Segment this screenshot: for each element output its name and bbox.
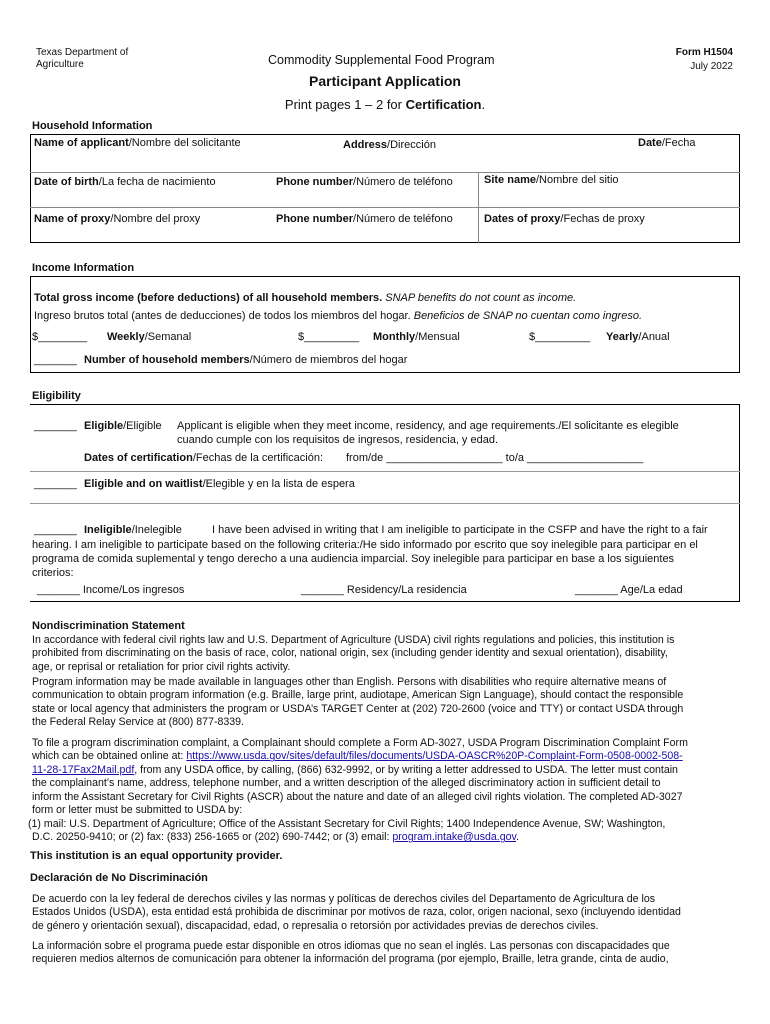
- eligible-label: Eligible/Eligible: [84, 420, 162, 432]
- form-date: July 2022: [690, 61, 733, 72]
- yearly-income-blank[interactable]: $_________: [529, 331, 591, 343]
- email-link[interactable]: program.intake@usda.gov: [392, 831, 517, 844]
- waitlist-blank[interactable]: _______: [34, 478, 77, 490]
- eligible-description: cuando cumple con los requisitos de ingresos, residencia, y edad.: [177, 434, 499, 446]
- spanish-paragraph-2: La información sobre el programa puede estar disponible en otros idiomas que no sean el inglés. Las personas con discapacidades que requieren medios alternos de comunicación para obtener la información del programa (por ejemplo, Braille, letra grande, cinta de audio,: [32, 940, 670, 966]
- proxy-dates-field[interactable]: Dates of proxy/Fechas de proxy: [484, 213, 645, 225]
- ineligible-statement: programa de comida suplemental y tengo derecho a una audiencia imparcial. Soy inelegible para participar en base a los siguientes: [32, 553, 675, 565]
- total-income-label: Total gross income (before deductions) of all household members. SNAP benefits do not count as income.: [34, 292, 577, 304]
- income-section-title: Income Information: [32, 262, 135, 274]
- waitlist-label: Eligible and on waitlist/Elegible y en la lista de espera: [84, 478, 355, 490]
- equal-opportunity-statement: This institution is an equal opportunity provider.: [30, 850, 283, 862]
- print-note: Print pages 1 – 2 for Certification.: [284, 97, 486, 112]
- certification-dates-field[interactable]: from/de ___________________ to/a ___________________: [346, 452, 644, 464]
- spanish-paragraph-1: De acuerdo con la ley federal de derechos civiles y las normas y políticas de derechos civiles del Departamento de Agricultura de los Estados Unidos (USDA), esta entidad está prohibida de discriminar por motivos de raza, color, origen nacional, sexo (incluyendo identidad de género y orientación sexual), discapacidad, edad, o represalia o retorsión por actividades previas de derechos civiles.: [32, 893, 681, 932]
- monthly-income-blank[interactable]: $_________: [298, 331, 360, 343]
- weekly-income-blank[interactable]: $________: [32, 331, 88, 343]
- monthly-income-label: Monthly/Mensual: [373, 331, 460, 343]
- weekly-income-label: Weekly/Semanal: [107, 331, 192, 343]
- address-field[interactable]: Address/Dirección: [343, 139, 436, 151]
- date-field[interactable]: Date/Fecha: [638, 137, 696, 149]
- total-income-label-es: Ingreso brutos total (antes de deducciones) de todos los miembros del hogar. Beneficios de SNAP no cuentan como ingreso.: [34, 310, 643, 322]
- ineligible-blank[interactable]: _______: [34, 524, 77, 536]
- agency-name: Texas Department of Agriculture: [36, 47, 129, 70]
- row-divider: [30, 207, 740, 208]
- nondiscrimination-paragraph-3: To file a program discrimination complaint, a Complainant should complete a Form AD-3027, USDA Program Discrimination Complaint Form which can be obtained online at: https://www.usda.gov/sites/default/files/documents/USDA-OASCR%20P-Complaint-Form-0508-0002-508- 11-28-17Fax2Mail.pdf, from any USDA office, by calling, (866) 632-9992, or by writing a letter addressed to USDA. The letter must contain the complainant’s name, address, telephone number, and a written description of the alleged discriminatory action in sufficient detail to inform the Assistant Secretary for Civil Rights (ASCR) about the nature and date of an alleged civil rights violation. The completed AD-3027 form or letter must be submitted to USDA by:: [32, 737, 688, 817]
- date-of-birth-field[interactable]: Date of birth/La fecha de nacimiento: [34, 176, 216, 188]
- nondiscrimination-paragraph-1: In accordance with federal civil rights law and U.S. Department of Agriculture (USDA) civil rights regulations and policies, this institution is prohibited from discriminating on the basis of race, color, national origin, sex (including gender identity and sexual orientation), disability, age, or reprisal or retaliation for prior civil rights activity.: [32, 634, 675, 673]
- nondiscrimination-heading: Nondiscrimination Statement: [32, 620, 185, 632]
- complaint-form-link-cont[interactable]: 11-28-17Fax2Mail.pdf: [32, 763, 135, 776]
- certification-dates-label: Dates of certification/Fechas de la certificación:: [84, 452, 324, 464]
- ineligible-label: Ineligible/Inelegible: [84, 524, 182, 536]
- criteria-age[interactable]: _______ Age/La edad: [575, 584, 683, 596]
- household-members-blank[interactable]: _______: [34, 354, 77, 366]
- eligible-description: Applicant is eligible when they meet income, residency, and age requirements./El solicitante es elegible: [177, 420, 679, 432]
- program-name: Commodity Supplemental Food Program: [268, 53, 495, 67]
- applicant-name-field[interactable]: Name of applicant/Nombre del solicitante: [34, 137, 241, 149]
- ineligible-statement: I have been advised in writing that I am ineligible to participate in the CSFP and have the right to a fair: [212, 524, 708, 536]
- row-divider: [30, 172, 740, 173]
- phone-number-field[interactable]: Phone number/Número de teléfono: [276, 176, 453, 188]
- eligible-blank[interactable]: _______: [34, 420, 77, 432]
- complaint-form-link[interactable]: https://www.usda.gov/sites/default/files/documents/USDA-OASCR%20P-Complaint-Form-0508-0002-508-: [186, 750, 683, 763]
- form-number: Form H1504: [675, 47, 733, 58]
- ineligible-statement: hearing. I am ineligible to participate based on the following criteria:/He sido informado por escrito que soy inelegible para participar en el: [32, 539, 698, 551]
- criteria-residency[interactable]: _______ Residency/La residencia: [301, 584, 467, 596]
- nondiscrimination-paragraph-4: (1) mail: U.S. Department of Agriculture; Office of the Assistant Secretary for Civil Rights; 1400 Independence Avenue, SW; Washington, D.C. 20250-9410; or (2) fax: (833) 256-1665 or (202) 690-7442; or (3) email: program.intake@usda.gov.: [28, 818, 666, 844]
- page-title: Participant Application: [309, 73, 461, 89]
- proxy-phone-field[interactable]: Phone number/Número de teléfono: [276, 213, 453, 225]
- yearly-income-label: Yearly/Anual: [606, 331, 670, 343]
- household-section-title: Household Information: [32, 120, 153, 132]
- site-name-field[interactable]: Site name/Nombre del sitio: [484, 174, 619, 186]
- eligibility-section-title: Eligibility: [32, 390, 81, 402]
- criteria-income[interactable]: _______ Income/Los ingresos: [37, 584, 185, 596]
- nondiscrimination-paragraph-2: Program information may be made available in languages other than English. Persons with disabilities who require alternative means of communication to obtain program information (e.g. Braille, large print, audiotape, American Sign Language), should contact the responsible state or local agency that administers the program or USDA’s TARGET Center at (202) 720-2600 (voice and TTY) or contact USDA through the Federal Relay Service at (800) 877-8339.: [32, 676, 684, 729]
- household-members-label: Number of household members/Número de miembros del hogar: [84, 354, 408, 366]
- row-divider: [30, 503, 740, 504]
- spanish-heading: Declaración de No Discriminación: [30, 872, 208, 884]
- row-divider: [30, 471, 740, 472]
- col-divider: [478, 172, 479, 243]
- proxy-name-field[interactable]: Name of proxy/Nombre del proxy: [34, 213, 201, 225]
- ineligible-statement: criterios:: [32, 567, 74, 579]
